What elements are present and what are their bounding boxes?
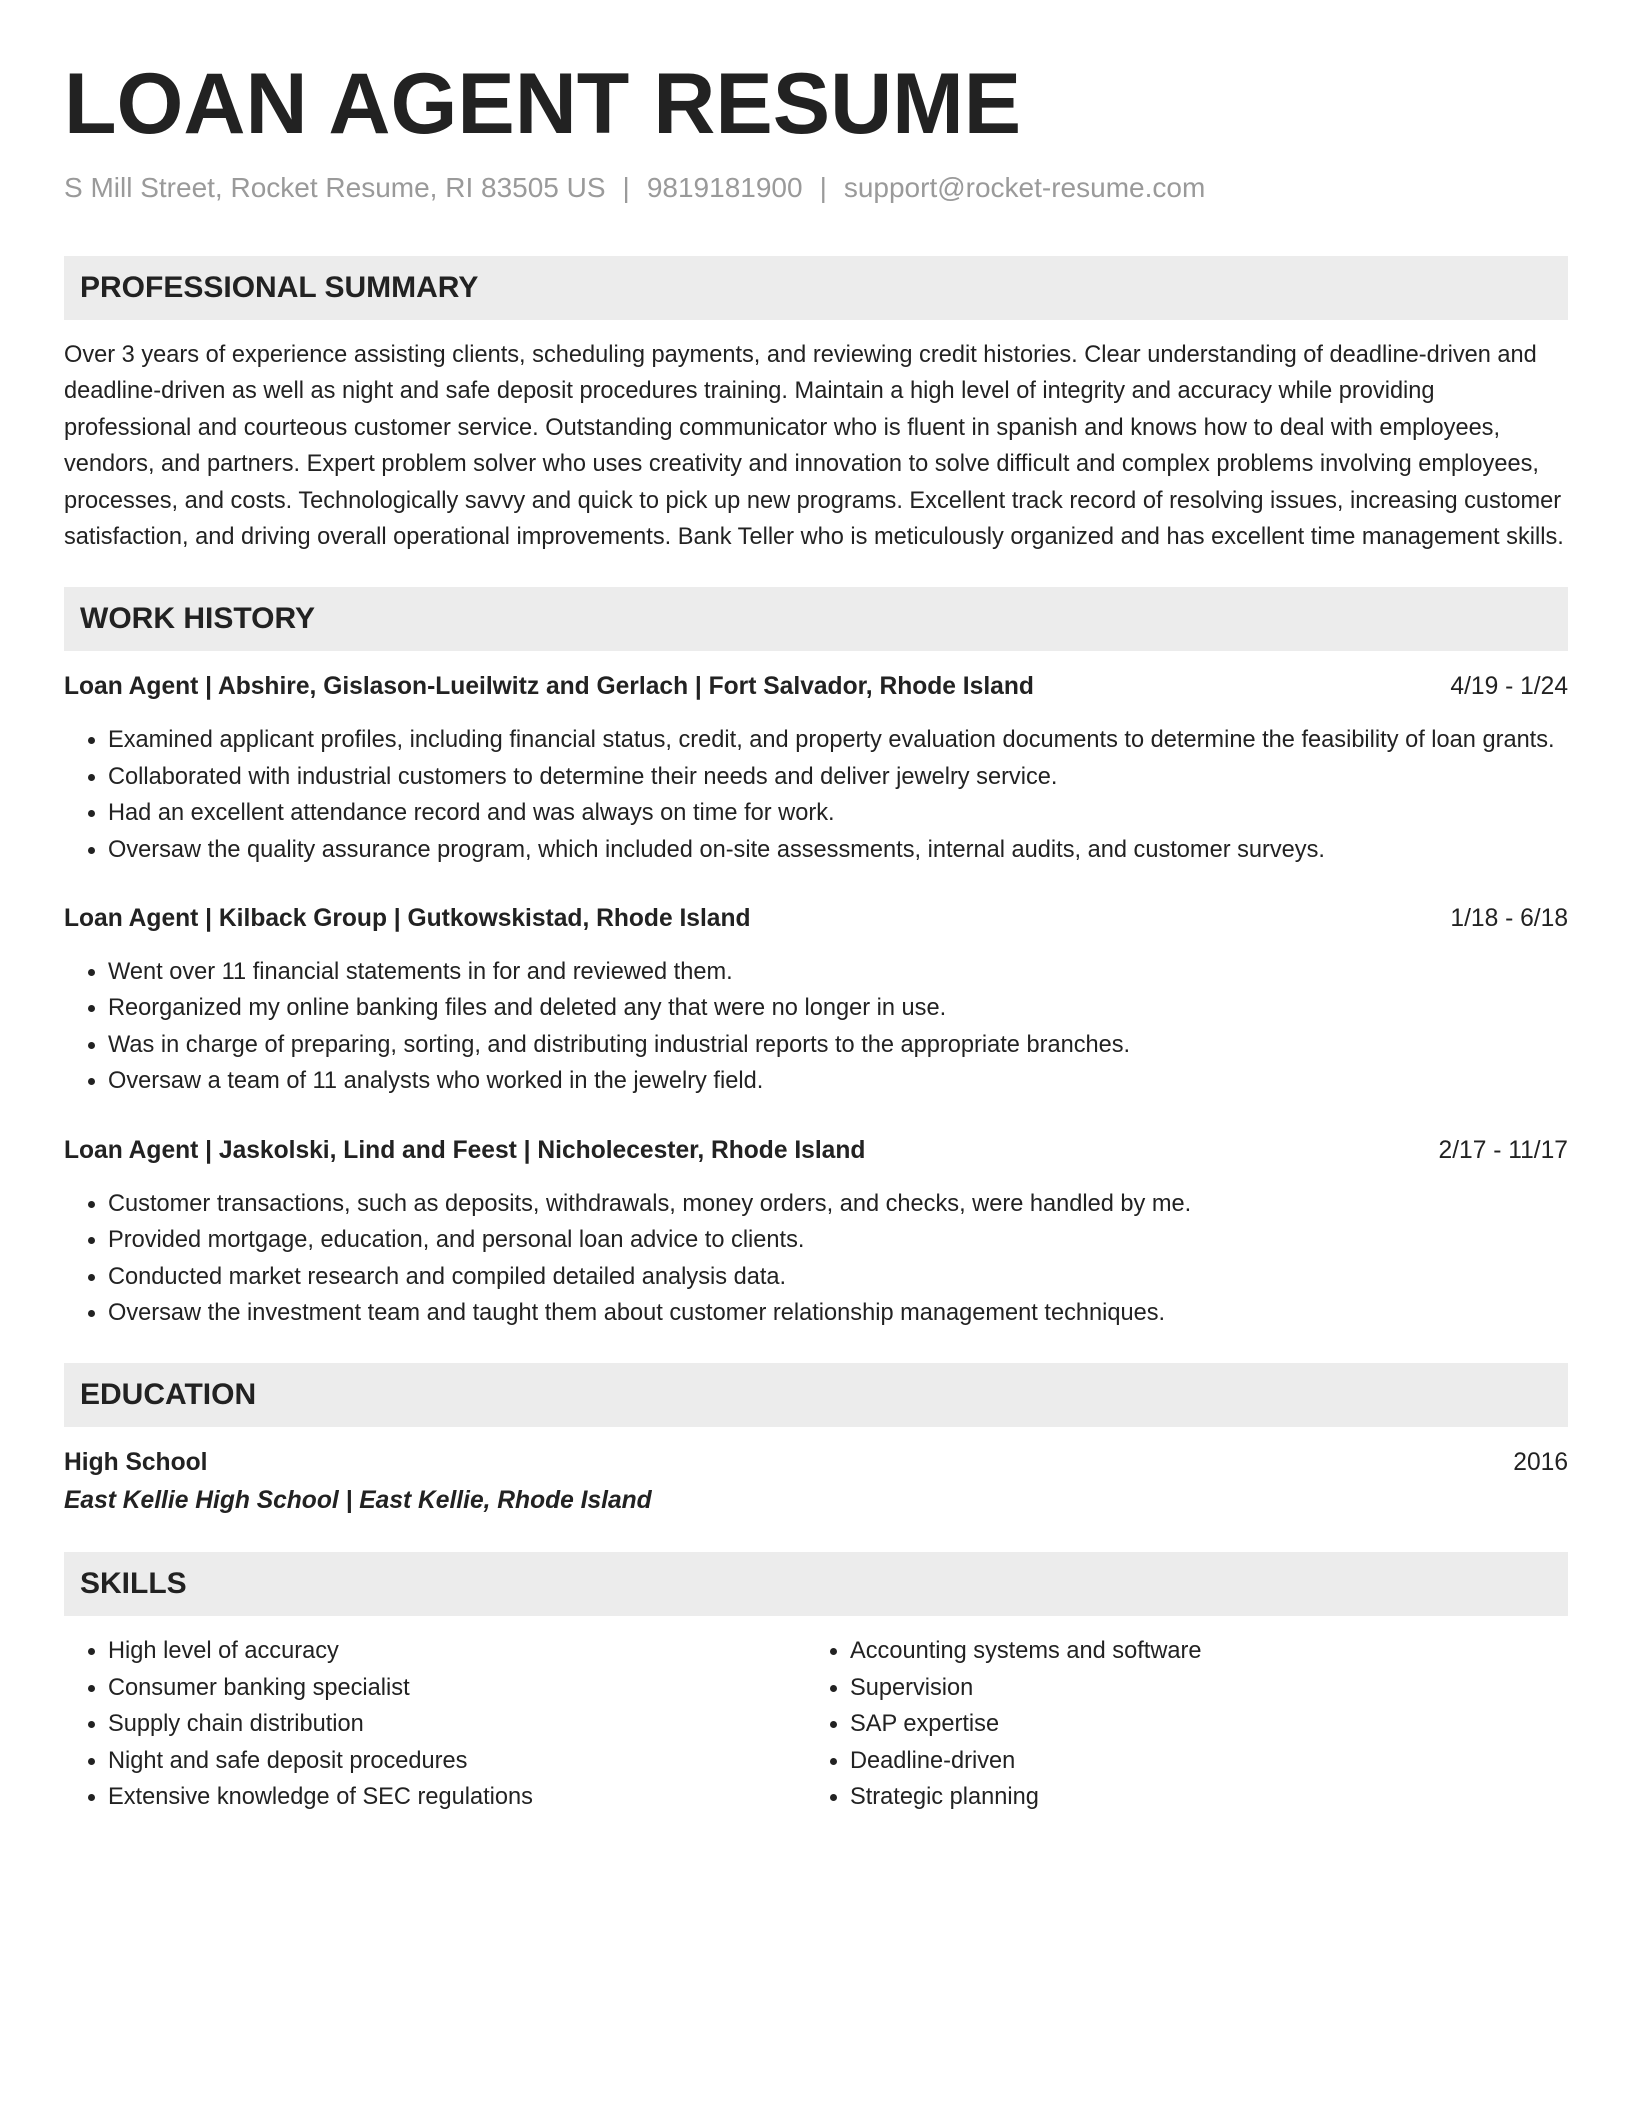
job-header	[64, 1133, 1568, 1169]
job-entry	[64, 669, 1568, 868]
skill-item: • Strategic planning	[850, 1779, 1548, 1815]
skill-item: • SAP expertise	[850, 1706, 1548, 1742]
job-bullet: • Customer transactions, such as deposits, withdrawals, money orders, and checks, were handled by me.	[108, 1186, 1568, 1222]
job-dates: 2/17 - 11/17	[1438, 1136, 1568, 1164]
job-bullet: • Oversaw the investment team and taught them about customer relationship management techniques.	[108, 1295, 1568, 1331]
contact-phone: 9819181900	[646, 172, 803, 203]
job-bullet: • Collaborated with industrial customers to determine their needs and deliver jewelry service.	[108, 759, 1568, 795]
section-heading-skills: SKILLS	[64, 1552, 1568, 1616]
education-year: 2016	[1513, 1449, 1568, 1477]
education-header	[64, 1444, 1568, 1482]
job-bullet: • Provided mortgage, education, and personal loan advice to clients.	[108, 1222, 1568, 1258]
job-bullet: • Examined applicant profiles, including financial status, credit, and property evaluation documents to determine the feasibility of loan grants.	[108, 722, 1568, 758]
skill-item: • Consumer banking specialist	[108, 1670, 806, 1706]
education-school: East Kellie High School | East Kellie, Rhode Island	[64, 1487, 652, 1515]
skill-item: • Deadline-driven	[850, 1743, 1548, 1779]
job-bullet: • Reorganized my online banking files and deleted any that were no longer in use.	[108, 990, 1568, 1026]
job-entry	[64, 1133, 1568, 1332]
skills-list	[806, 1633, 1548, 1815]
job-bullet-list	[64, 954, 1568, 1100]
skills-column-right	[806, 1633, 1548, 1815]
job-dates: 4/19 - 1/24	[1450, 673, 1568, 701]
job-bullet: • Oversaw the quality assurance program, which included on-site assessments, internal audits, and customer surveys.	[108, 832, 1568, 868]
summary-text: Over 3 years of experience assisting clients, scheduling payments, and reviewing credit histories. Clear understanding of deadline-driven and deadline-driven as well as night and safe deposit procedures training. Maintain a high level of integrity and accuracy while providing professional and courteous customer service. Outstanding communicator who is fluent in spanish and knows how to deal with employees, vendors, and partners. Expert problem solver who uses creativity and innovation to solve difficult and complex problems involving employees, processes, and costs. Technologically savvy and quick to pick up new programs. Excellent track record of resolving issues, increasing customer satisfaction, and driving overall operational improvements. Bank Teller who is meticulously organized and has excellent time management skills.	[64, 342, 1564, 551]
job-title: Loan Agent | Abshire, Gislason-Lueilwitz and Gerlach | Fort Salvador, Rhode Island	[64, 673, 1034, 701]
job-bullet-list	[64, 722, 1568, 868]
skills-list	[64, 1633, 806, 1815]
job-header	[64, 669, 1568, 705]
skills-column-left	[64, 1633, 806, 1815]
skill-item: • Accounting systems and software	[850, 1633, 1548, 1669]
job-dates: 1/18 - 6/18	[1450, 905, 1568, 933]
section-heading-work-history: WORK HISTORY	[64, 587, 1568, 651]
section-heading-summary: PROFESSIONAL SUMMARY	[64, 256, 1568, 320]
skill-item: • Supply chain distribution	[108, 1706, 806, 1742]
contact-email: support@rocket-resume.com	[843, 172, 1206, 203]
job-bullet: • Went over 11 financial statements in for and reviewed them.	[108, 954, 1568, 990]
job-bullet-list	[64, 1186, 1568, 1332]
job-bullet: • Conducted market research and compiled detailed analysis data.	[108, 1259, 1568, 1295]
section-heading-education: EDUCATION	[64, 1363, 1568, 1427]
skill-item: • Night and safe deposit procedures	[108, 1743, 806, 1779]
job-title: Loan Agent | Jaskolski, Lind and Feest | Nicholecester, Rhode Island	[64, 1136, 866, 1164]
job-header	[64, 901, 1568, 937]
job-bullet: • Had an excellent attendance record and was always on time for work.	[108, 795, 1568, 831]
education-degree: High School	[64, 1449, 208, 1477]
skill-item: • High level of accuracy	[108, 1633, 806, 1669]
skill-item: • Supervision	[850, 1670, 1548, 1706]
contact-address: S Mill Street, Rocket Resume, RI 83505 US	[64, 172, 606, 203]
job-bullet: • Oversaw a team of 11 analysts who worked in the jewelry field.	[108, 1063, 1568, 1099]
contact-separator: |	[819, 172, 827, 203]
resume-title: LOAN AGENT RESUME	[64, 56, 1022, 152]
contact-separator: |	[622, 172, 630, 203]
skills-grid	[64, 1633, 1568, 1815]
job-title: Loan Agent | Kilback Group | Gutkowskistad, Rhode Island	[64, 905, 751, 933]
contact-line	[64, 170, 1568, 206]
skill-item: • Extensive knowledge of SEC regulations	[108, 1779, 806, 1815]
job-bullet: • Was in charge of preparing, sorting, and distributing industrial reports to the appropriate branches.	[108, 1027, 1568, 1063]
job-entry	[64, 901, 1568, 1100]
